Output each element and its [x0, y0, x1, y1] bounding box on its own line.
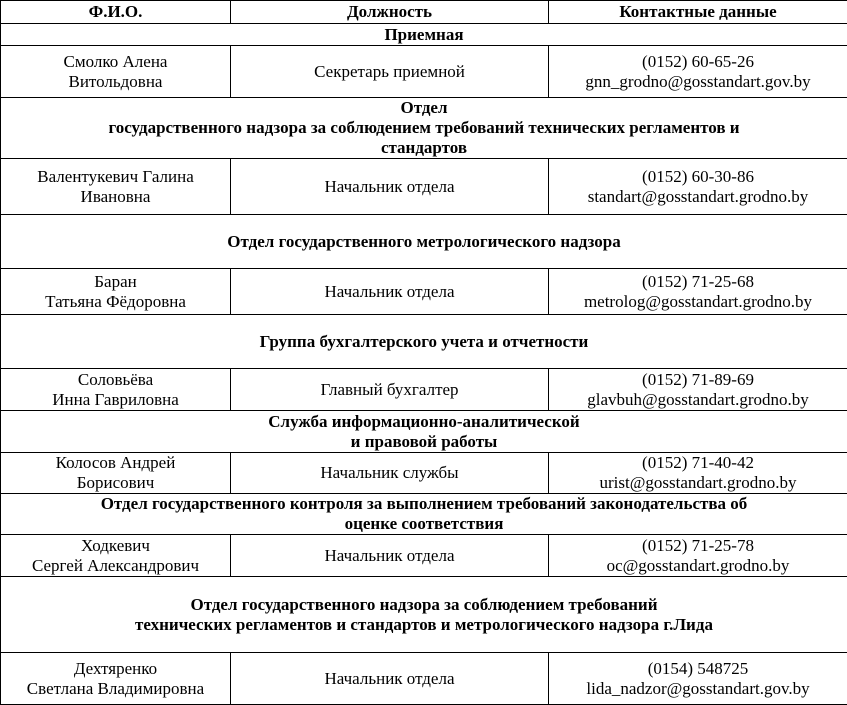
person-position: Начальник отдела — [231, 653, 549, 705]
email-address: oc@gosstandart.grodno.by — [553, 556, 843, 576]
section-title-line: Отдел государственного метрологического надзора — [5, 232, 843, 252]
header-row — [1, 1, 847, 24]
section-row — [1, 315, 847, 369]
section-title — [1, 577, 847, 653]
table-body — [1, 24, 847, 705]
person-name — [1, 369, 231, 411]
person-name-line: Валентукевич Галина — [5, 167, 226, 187]
section-title-line: государственного надзора за соблюдением требований технических регламентов и — [5, 118, 843, 138]
person-contacts — [549, 159, 847, 215]
person-position: Секретарь приемной — [231, 46, 549, 98]
section-title-line: и правовой работы — [5, 432, 843, 452]
person-position: Главный бухгалтер — [231, 369, 549, 411]
table-row — [1, 46, 847, 98]
email-address: lida_nadzor@gosstandart.gov.by — [553, 679, 843, 699]
header-contacts: Контактные данные — [549, 1, 847, 24]
table-row — [1, 369, 847, 411]
person-name — [1, 653, 231, 705]
person-name-line: Дехтяренко — [5, 659, 226, 679]
section-title — [1, 24, 847, 46]
person-name-line: Инна Гавриловна — [5, 390, 226, 410]
table-row — [1, 269, 847, 315]
section-title-line: Служба информационно-аналитической — [5, 412, 843, 432]
phone-number: (0152) 71-40-42 — [553, 453, 843, 473]
phone-number: (0152) 71-25-68 — [553, 272, 843, 292]
person-position: Начальник службы — [231, 453, 549, 494]
section-title — [1, 411, 847, 453]
person-name-line: Соловьёва — [5, 370, 226, 390]
person-contacts — [549, 535, 847, 577]
section-title-line: стандартов — [5, 138, 843, 158]
section-row — [1, 215, 847, 269]
section-title-line: Отдел государственного надзора за соблюдением требований — [5, 595, 843, 615]
table-row — [1, 535, 847, 577]
person-name-line: Борисович — [5, 473, 226, 493]
person-contacts — [549, 369, 847, 411]
section-title-line: Группа бухгалтерского учета и отчетности — [5, 332, 843, 352]
phone-number: (0152) 60-65-26 — [553, 52, 843, 72]
section-title-line: технических регламентов и стандартов и метрологического надзора г.Лида — [5, 615, 843, 635]
table-row — [1, 453, 847, 494]
section-title — [1, 98, 847, 159]
table-row — [1, 159, 847, 215]
section-row — [1, 24, 847, 46]
person-contacts — [549, 653, 847, 705]
phone-number: (0154) 548725 — [553, 659, 843, 679]
person-name — [1, 269, 231, 315]
section-title-line: Отдел — [5, 98, 843, 118]
email-address: urist@gosstandart.grodno.by — [553, 473, 843, 493]
person-position: Начальник отдела — [231, 159, 549, 215]
section-title — [1, 494, 847, 535]
person-name-line: Ходкевич — [5, 536, 226, 556]
person-name — [1, 46, 231, 98]
person-contacts — [549, 46, 847, 98]
person-name-line: Витольдовна — [5, 72, 226, 92]
email-address: gnn_grodno@gosstandart.gov.by — [553, 72, 843, 92]
table-row — [1, 653, 847, 705]
email-address: metrolog@gosstandart.grodno.by — [553, 292, 843, 312]
header-name: Ф.И.О. — [1, 1, 231, 24]
person-name — [1, 453, 231, 494]
person-name-line: Сергей Александрович — [5, 556, 226, 576]
person-name-line: Ивановна — [5, 187, 226, 207]
phone-number: (0152) 71-25-78 — [553, 536, 843, 556]
section-row — [1, 98, 847, 159]
section-row — [1, 494, 847, 535]
email-address: standart@gosstandart.grodno.by — [553, 187, 843, 207]
section-title-line: Отдел государственного контроля за выполнением требований законодательства об — [5, 494, 843, 514]
section-title-line: Приемная — [5, 25, 843, 45]
section-title-line: оценке соответствия — [5, 514, 843, 534]
section-row — [1, 411, 847, 453]
section-title — [1, 315, 847, 369]
person-name-line: Смолко Алена — [5, 52, 226, 72]
person-position: Начальник отдела — [231, 269, 549, 315]
person-name-line: Татьяна Фёдоровна — [5, 292, 226, 312]
person-name-line: Светлана Владимировна — [5, 679, 226, 699]
header-position: Должность — [231, 1, 549, 24]
person-name-line: Баран — [5, 272, 226, 292]
section-title — [1, 215, 847, 269]
person-position: Начальник отдела — [231, 535, 549, 577]
person-name — [1, 535, 231, 577]
phone-number: (0152) 60-30-86 — [553, 167, 843, 187]
person-name-line: Колосов Андрей — [5, 453, 226, 473]
phone-number: (0152) 71-89-69 — [553, 370, 843, 390]
email-address: glavbuh@gosstandart.grodno.by — [553, 390, 843, 410]
section-row — [1, 577, 847, 653]
person-contacts — [549, 269, 847, 315]
person-name — [1, 159, 231, 215]
person-contacts — [549, 453, 847, 494]
